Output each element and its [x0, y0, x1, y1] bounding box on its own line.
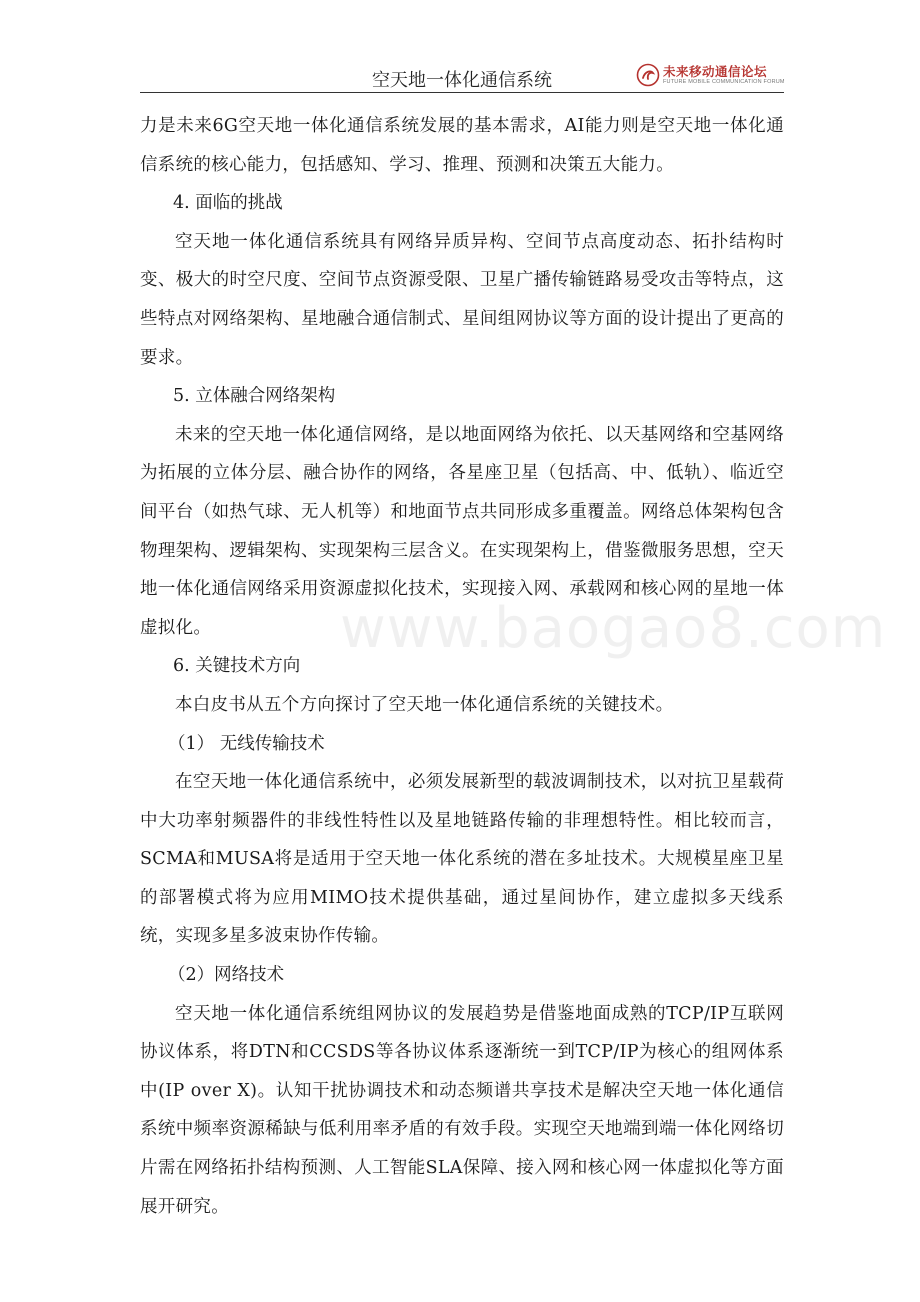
document-body — [140, 107, 784, 1226]
header-divider — [140, 92, 784, 93]
paragraph-key-tech-intro: 本白皮书从五个方向探讨了空天地一体化通信系统的关键技术。 — [175, 694, 674, 715]
logo-chinese-text: 未来移动通信论坛 — [663, 64, 768, 79]
page-header — [140, 56, 784, 96]
paragraph-wireless: 在空天地一体化通信系统中，必须发展新型的载波调制技术，以对抗卫星载荷中大功率射频器件的非线性特性以及星地链路传输的非理想特性。相比较而言，SCMA和MUSA将是适用于空天地一体化系统的潜在多址技术。大规模星座卫星的部署模式将为应用MIMO技术提供基础，通过星间协作，建立虚拟多天线系统，实现多星多波束协作传输。 — [140, 772, 784, 947]
paragraph-ai-capability: 力是未来6G空天地一体化通信系统发展的基本需求，AI能力则是空天地一体化通信系统的核心能力，包括感知、学习、推理、预测和决策五大能力。 — [140, 116, 784, 175]
watermark: www.baogao8.com — [340, 596, 887, 661]
header-title: 空天地一体化通信系统 — [372, 70, 552, 91]
section-heading-challenges: 4. 面临的挑战 — [173, 193, 283, 214]
section-heading-key-tech: 6. 关键技术方向 — [173, 656, 301, 677]
section-heading-architecture: 5. 立体融合网络架构 — [173, 386, 336, 407]
paragraph-network: 空天地一体化通信系统组网协议的发展趋势是借鉴地面成熟的TCP/IP互联网协议体系，将DTN和CCSDS等各协议体系逐渐统一到TCP/IP为核心的组网体系中(IP over X)。认知干扰协调技术和动态频谱共享技术是解决空天地一体化通信系统中频率资源稀缺与低利用率矛盾的有效手段。实现空天地端到端一体化网络切片需在网络拓扑结构预测、人工智能SLA保障、接入网和核心网一体虚拟化等方面展开研究。 — [140, 1003, 784, 1217]
paragraph-challenges: 空天地一体化通信系统具有网络异质异构、空间节点高度动态、拓扑结构时变、极大的时空尺度、空间节点资源受限、卫星广播传输链路易受攻击等特点，这些特点对网络架构、星地融合通信制式、星间组网协议等方面的设计提出了更高的要求。 — [140, 231, 784, 368]
subsection-heading-wireless: （1） 无线传输技术 — [168, 733, 325, 754]
logo-english-text: FUTURE MOBILE COMMUNICATION FORUM — [663, 79, 785, 85]
forum-emblem-icon — [636, 63, 660, 87]
paragraph-architecture: 未来的空天地一体化通信网络，是以地面网络为依托、以天基网络和空基网络为拓展的立体分层、融合协作的网络，各星座卫星（包括高、中、低轨）、临近空间平台（如热气球、无人机等）和地面节点共同形成多重覆盖。网络总体架构包含物理架构、逻辑架构、实现架构三层含义。在实现架构上，借鉴微服务思想，空天地一体化通信网络采用资源虚拟化技术，实现接入网、承载网和核心网的星地一体虚拟化。 — [140, 424, 784, 638]
subsection-heading-network: （2）网络技术 — [168, 965, 285, 986]
forum-logo — [636, 62, 786, 88]
